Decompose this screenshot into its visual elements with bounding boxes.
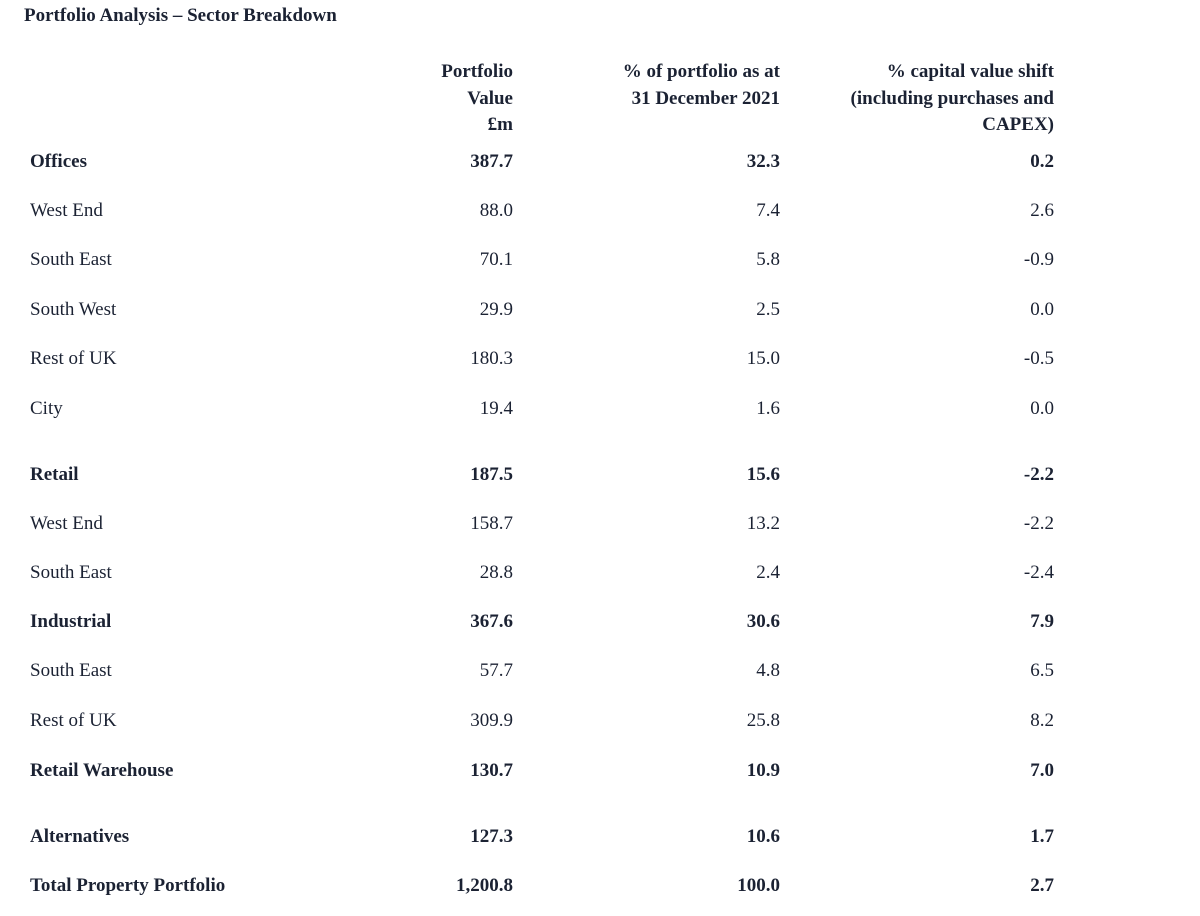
percent-of-portfolio-cell: 30.6 bbox=[746, 611, 780, 632]
percent-of-portfolio-cell: 10.6 bbox=[746, 826, 780, 847]
capital-value-shift-cell: 0.2 bbox=[1030, 151, 1054, 172]
portfolio-value-cell: 158.7 bbox=[470, 513, 513, 534]
capital-value-shift-cell: -0.9 bbox=[1023, 249, 1054, 270]
table-row bbox=[0, 511, 1200, 537]
portfolio-value-cell: 127.3 bbox=[470, 826, 513, 847]
row-label: South East bbox=[30, 249, 112, 270]
portfolio-value-cell: 309.9 bbox=[470, 710, 513, 731]
percent-of-portfolio-cell: 2.4 bbox=[756, 562, 780, 583]
row-label: Rest of UK bbox=[30, 710, 117, 731]
portfolio-value-cell: 187.5 bbox=[470, 464, 513, 485]
capital-value-shift-cell: -2.2 bbox=[1023, 513, 1054, 534]
table-row-sector bbox=[0, 462, 1200, 488]
table-row-sector bbox=[0, 873, 1200, 899]
row-label: City bbox=[30, 398, 63, 419]
column-header-line: 31 December 2021 bbox=[631, 87, 780, 109]
column-header-line: £m bbox=[487, 114, 513, 135]
capital-value-shift-cell: 7.0 bbox=[1030, 760, 1054, 781]
portfolio-value-cell: 19.4 bbox=[479, 398, 513, 419]
capital-value-shift-cell: -0.5 bbox=[1023, 348, 1054, 369]
capital-value-shift-cell: 7.9 bbox=[1030, 611, 1054, 632]
portfolio-value-cell: 28.8 bbox=[479, 562, 513, 583]
portfolio-value-cell: 180.3 bbox=[470, 348, 513, 369]
row-label: South East bbox=[30, 660, 112, 681]
table-row bbox=[0, 396, 1200, 422]
row-label: West End bbox=[30, 513, 103, 534]
capital-value-shift-cell: 0.0 bbox=[1030, 398, 1054, 419]
table-row-sector bbox=[0, 824, 1200, 850]
table-row bbox=[0, 247, 1200, 273]
capital-value-shift-cell: 0.0 bbox=[1030, 299, 1054, 320]
table-row-sector bbox=[0, 149, 1200, 175]
percent-of-portfolio-cell: 1.6 bbox=[756, 398, 780, 419]
percent-of-portfolio-cell: 5.8 bbox=[756, 249, 780, 270]
row-label: Alternatives bbox=[30, 826, 130, 847]
table-row bbox=[0, 708, 1200, 734]
row-label: Total Property Portfolio bbox=[30, 875, 226, 896]
column-header-line: (including purchases and bbox=[850, 87, 1054, 109]
portfolio-value-cell: 367.6 bbox=[470, 611, 513, 632]
column-header-line: CAPEX) bbox=[982, 114, 1054, 135]
portfolio-value-cell: 1,200.8 bbox=[456, 875, 513, 896]
capital-value-shift-cell: 6.5 bbox=[1030, 660, 1054, 681]
portfolio-value-cell: 70.1 bbox=[479, 249, 513, 270]
capital-value-shift-cell: -2.4 bbox=[1023, 562, 1054, 583]
column-header-portfolio-value bbox=[441, 59, 513, 139]
percent-of-portfolio-cell: 2.5 bbox=[756, 299, 780, 320]
row-label: Rest of UK bbox=[30, 348, 117, 369]
portfolio-value-cell: 387.7 bbox=[470, 151, 513, 172]
table-row bbox=[0, 560, 1200, 586]
row-label: South West bbox=[30, 299, 117, 320]
column-header-line: Portfolio bbox=[441, 61, 513, 82]
table-row bbox=[0, 346, 1200, 372]
percent-of-portfolio-cell: 4.8 bbox=[756, 660, 780, 681]
portfolio-value-cell: 88.0 bbox=[479, 200, 513, 221]
table-row bbox=[0, 658, 1200, 684]
column-header-capital-value-shift bbox=[851, 59, 1054, 139]
table-row-sector bbox=[0, 758, 1200, 784]
portfolio-value-cell: 130.7 bbox=[470, 760, 513, 781]
row-label: Industrial bbox=[30, 611, 112, 632]
percent-of-portfolio-cell: 25.8 bbox=[746, 710, 780, 731]
row-label: South East bbox=[30, 562, 112, 583]
page-title: Portfolio Analysis – Sector Breakdown bbox=[24, 5, 337, 26]
row-label: Retail Warehouse bbox=[30, 760, 174, 781]
capital-value-shift-cell: -2.2 bbox=[1023, 464, 1054, 485]
portfolio-value-cell: 29.9 bbox=[479, 299, 513, 320]
row-label: Retail bbox=[30, 464, 79, 485]
capital-value-shift-cell: 2.7 bbox=[1030, 875, 1054, 896]
column-header-line: Value bbox=[467, 87, 513, 109]
row-label: West End bbox=[30, 200, 103, 221]
portfolio-value-cell: 57.7 bbox=[479, 660, 513, 681]
column-header-line: % of portfolio as at bbox=[622, 61, 780, 82]
percent-of-portfolio-cell: 15.0 bbox=[746, 348, 780, 369]
percent-of-portfolio-cell: 10.9 bbox=[746, 760, 780, 781]
percent-of-portfolio-cell: 32.3 bbox=[746, 151, 780, 172]
column-header-line: % capital value shift bbox=[886, 61, 1054, 82]
row-label: Offices bbox=[30, 151, 87, 172]
column-header-percent-of-portfolio bbox=[623, 59, 780, 112]
table-row bbox=[0, 198, 1200, 224]
capital-value-shift-cell: 1.7 bbox=[1030, 826, 1054, 847]
percent-of-portfolio-cell: 15.6 bbox=[746, 464, 780, 485]
table-row-sector bbox=[0, 609, 1200, 635]
percent-of-portfolio-cell: 100.0 bbox=[737, 875, 780, 896]
percent-of-portfolio-cell: 13.2 bbox=[746, 513, 780, 534]
percent-of-portfolio-cell: 7.4 bbox=[756, 200, 780, 221]
capital-value-shift-cell: 8.2 bbox=[1030, 710, 1054, 731]
table-row bbox=[0, 297, 1200, 323]
capital-value-shift-cell: 2.6 bbox=[1030, 200, 1054, 221]
